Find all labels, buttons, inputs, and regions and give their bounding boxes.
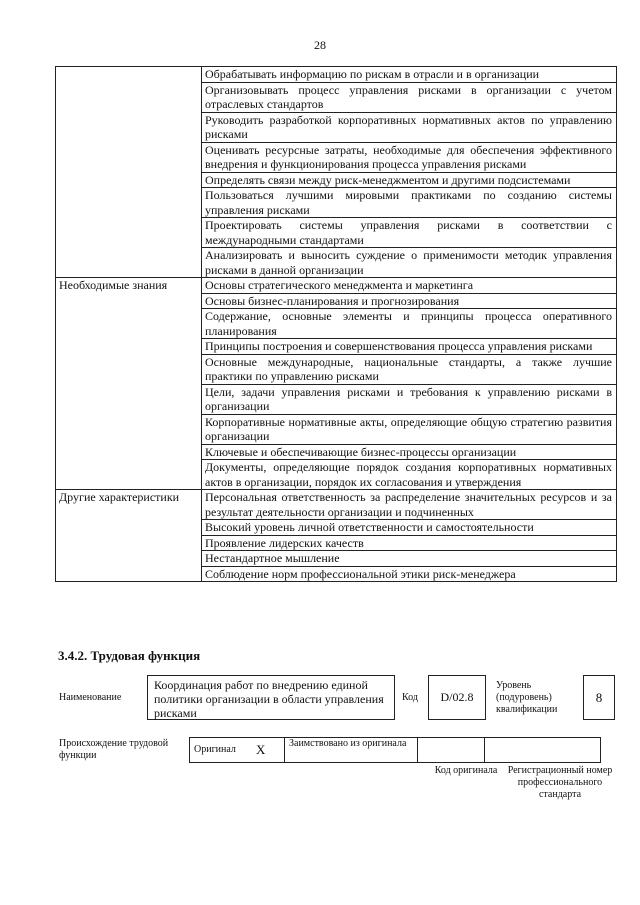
item-cell: Содержание, основные элементы и принципы процесса оперативного планирования bbox=[202, 309, 617, 339]
category-cell bbox=[56, 67, 202, 278]
item-cell: Основные международные, национальные стандарты, а также лучшие практики по управлению рисками bbox=[202, 354, 617, 384]
original-label: Оригинал bbox=[190, 738, 253, 763]
function-name-value: Координация работ по внедрению единой политики организации в области управления рисками bbox=[147, 675, 395, 720]
category-cell: Необходимые знания bbox=[56, 278, 202, 490]
item-cell: Документы, определяющие порядок создания корпоративных нормативных актов в организации, порядок их согласования и утверждения bbox=[202, 460, 617, 490]
item-cell: Персональная ответственность за распределение значительных ресурсов и за результат деятельности организации и подчиненных bbox=[202, 490, 617, 520]
table-row bbox=[56, 278, 617, 294]
origin-label: Происхождение трудовой функции bbox=[59, 738, 169, 761]
registration-number-cell bbox=[485, 738, 601, 763]
original-mark: X bbox=[252, 738, 285, 763]
item-cell: Высокий уровень личной ответственности и самостоятельности bbox=[202, 520, 617, 536]
item-cell: Организовывать процесс управления рисками в организации с учетом отраслевых стандартов bbox=[202, 82, 617, 112]
item-cell: Проектировать системы управления рисками в соответствии с международными стандартами bbox=[202, 218, 617, 248]
item-cell: Корпоративные нормативные акты, определяющие общую стратегию развития организации bbox=[202, 414, 617, 444]
item-cell: Принципы построения и совершенствования процесса управления рисками bbox=[202, 339, 617, 355]
table-row bbox=[56, 67, 617, 83]
item-cell: Проявление лидерских качеств bbox=[202, 535, 617, 551]
qualification-level-value: 8 bbox=[583, 675, 615, 720]
item-cell: Оценивать ресурсные затраты, необходимые для обеспечения эффективного внедрения и функционирования процесса управления рисками bbox=[202, 142, 617, 172]
item-cell: Ключевые и обеспечивающие бизнес-процессы организации bbox=[202, 444, 617, 460]
item-cell: Цели, задачи управления рисками и требования к управлению рисками в организации bbox=[202, 384, 617, 414]
item-cell: Пользоваться лучшими мировыми практиками по созданию системы управления рисками bbox=[202, 188, 617, 218]
item-cell: Нестандартное мышление bbox=[202, 551, 617, 567]
original-code-cell bbox=[418, 738, 485, 763]
item-cell: Анализировать и выносить суждение о применимости методик управления рисками в данной организации bbox=[202, 248, 617, 278]
item-cell: Определять связи между риск-менеджментом и другими подсистемами bbox=[202, 172, 617, 188]
page-number: 28 bbox=[314, 38, 326, 52]
item-cell: Основы бизнес-планирования и прогнозирования bbox=[202, 293, 617, 309]
name-label: Наименование bbox=[59, 692, 122, 703]
registration-number-label: Регистрационный номер профессионального стандарта bbox=[507, 765, 613, 800]
characteristics-table bbox=[55, 66, 617, 582]
item-cell: Обрабатывать информацию по рискам в отрасли и в организации bbox=[202, 67, 617, 83]
section-heading: 3.4.2. Трудовая функция bbox=[58, 648, 201, 663]
category-cell: Другие характеристики bbox=[56, 490, 202, 582]
code-label: Код bbox=[402, 692, 418, 703]
function-code-value: D/02.8 bbox=[428, 675, 486, 720]
table-row bbox=[56, 490, 617, 520]
borrowed-label: Заимствовано из оригинала bbox=[285, 738, 418, 763]
item-cell: Руководить разработкой корпоративных нормативных актов по управлению рисками bbox=[202, 112, 617, 142]
item-cell: Основы стратегического менеджмента и маркетинга bbox=[202, 278, 617, 294]
code-original-label: Код оригинала bbox=[434, 765, 498, 776]
level-label: Уровень (подуровень) квалификации bbox=[496, 680, 558, 715]
item-cell: Соблюдение норм профессиональной этики риск-менеджера bbox=[202, 566, 617, 582]
origin-table bbox=[189, 737, 601, 763]
